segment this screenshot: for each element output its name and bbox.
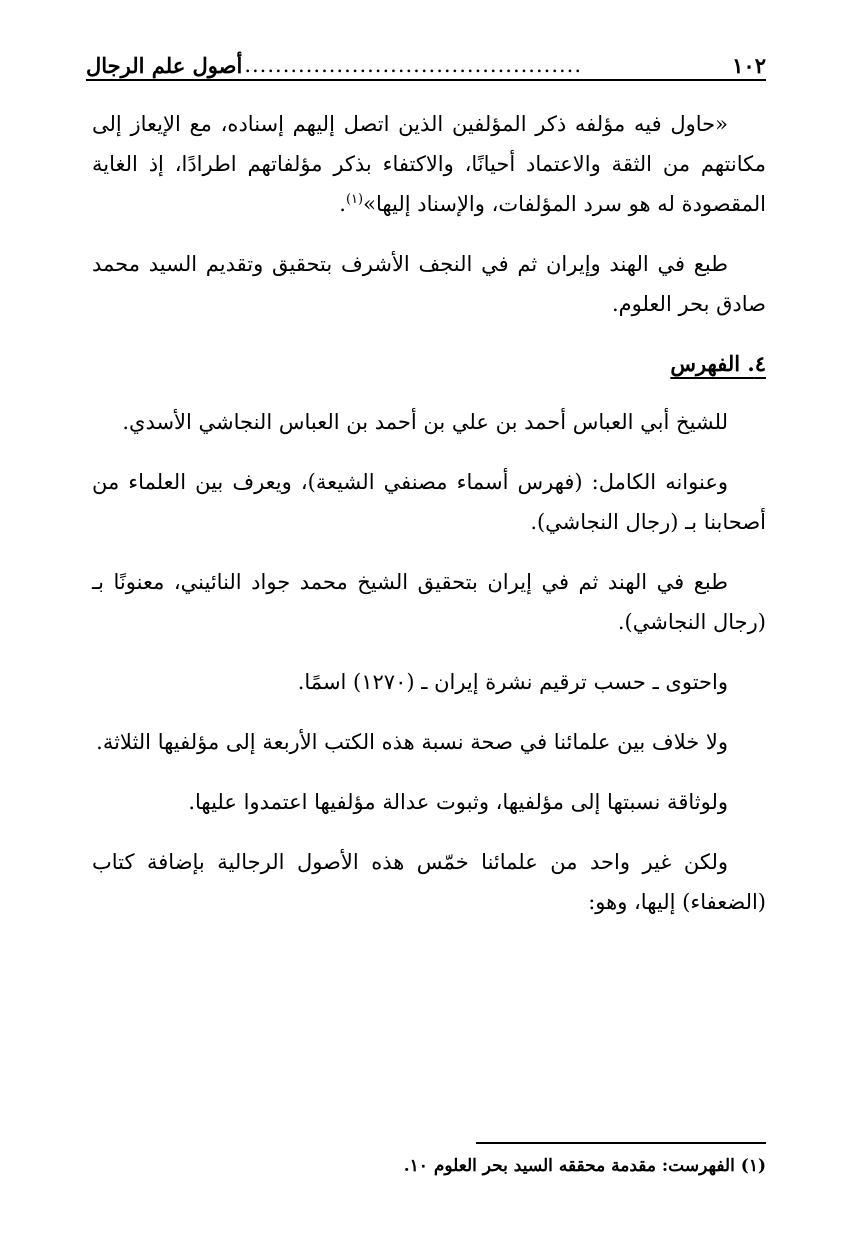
footnote-rule xyxy=(476,1142,766,1144)
paragraph-author: للشيخ أبي العباس أحمد بن علي بن أحمد بن العباس النجاشي الأسدي. xyxy=(122,410,728,434)
footnote-reference[interactable]: (١) xyxy=(345,192,364,207)
paragraph-quote xyxy=(92,104,766,224)
running-header xyxy=(86,36,766,76)
body-text xyxy=(92,104,766,942)
section-heading: ٤. الفهرس xyxy=(670,351,766,376)
header-rule xyxy=(86,79,766,81)
paragraph-attribution: ولا خلاف بين علمائنا في صحة نسبة هذه الكتب الأربعة إلى مؤلفيها الثلاثة. xyxy=(96,730,728,754)
header-dot-leader: ............................................ xyxy=(244,55,583,76)
paragraph-full-title: وعنوانه الكامل: (فهرس أسماء مصنفي الشيعة)، ويعرف بين العلماء من أصحابنا بـ (رجال النجاشي). xyxy=(92,470,766,534)
paragraph-addition: ولكن غير واحد من علمائنا خمّس هذه الأصول الرجالية بإضافة كتاب (الضعفاء) إليها، وهو: xyxy=(92,850,766,914)
footnote: (١) الفهرست: مقدمة محققه السيد بحر العلوم ١٠. xyxy=(403,1156,766,1176)
paragraph-count: واحتوى ـ حسب ترقيم نشرة إيران ـ (١٢٧٠) اسمًا. xyxy=(297,670,728,694)
paragraph-print-info: طبع في الهند وإيران ثم في النجف الأشرف بتحقيق وتقديم السيد محمد صادق بحر العلوم. xyxy=(92,252,766,316)
quote-text: «حاول فيه مؤلفه ذكر المؤلفين الذين اتصل إليهم إسناده، مع الإيعاز إلى مكانتهم من الثقة والاعتماد أحيانًا، والاكتفاء بذكر مؤلفاتهم اطرادًا، إذ الغاية المقصودة له هو سرد المؤلفات، والإسناد إليها» xyxy=(92,112,766,216)
quote-end: . xyxy=(339,192,346,216)
paragraph-editions: طبع في الهند ثم في إيران بتحقيق الشيخ محمد جواد النائيني، معنونًا بـ (رجال النجاشي). xyxy=(92,570,766,634)
page-number: ١٠٢ xyxy=(732,53,766,78)
paragraph-reliability: ولوثاقة نسبتها إلى مؤلفيها، وثبوت عدالة مؤلفيها اعتمدوا عليها. xyxy=(188,790,728,814)
book-title: أصول علم الرجال xyxy=(86,53,243,78)
